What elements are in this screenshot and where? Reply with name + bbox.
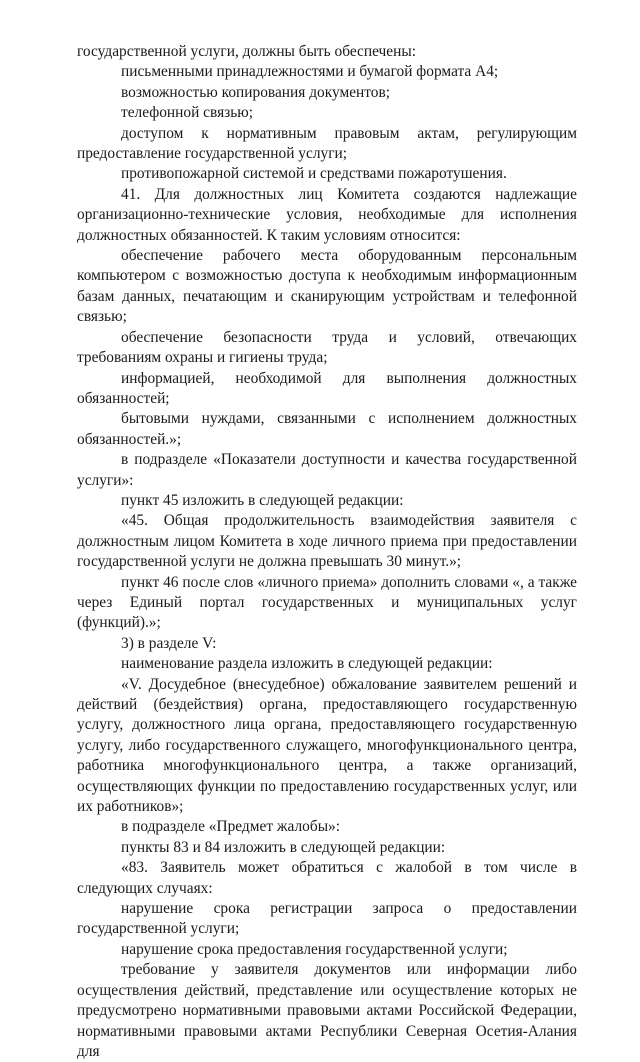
list-item-legal-acts: доступом к нормативным правовым актам, регулирующим предоставление государственной услуги; xyxy=(77,124,577,163)
instruction-clause-45: пункт 45 изложить в следующей редакции: xyxy=(121,491,404,509)
list-item-stationery: письменными принадлежностями и бумагой формата А4; xyxy=(121,63,499,81)
clause-83: «83. Заявитель может обратиться с жалобой в том числе в следующих случаях: xyxy=(77,859,577,897)
instruction-section-name: наименование раздела изложить в следующей редакции: xyxy=(121,655,493,673)
clause-41: 41. Для должностных лиц Комитета создаются надлежащие организационно-технические условия, необходимые для исполнения должностных обязанностей. К таким условиям относится: xyxy=(77,185,577,244)
section-v-heading: 3) в разделе V: xyxy=(121,634,217,652)
section-v-title: «V. Досудебное (внесудебное) обжалование заявителем решений и действий (бездействия) органа, предоставляющего государственную услугу, должностного лица органа, предоставляющего государственную услугу, либо государственного служащего, многофункционального центра, работника многофункционального центра, а также организаций, осуществляющих функции по предоставлению государственных услуг, или их работников»; xyxy=(77,675,577,816)
list-item-document-demand: требование у заявителя документов или информации либо осуществления действий, представление или осуществление которых не предусмотрено нормативными правовыми актами Российской Федерации, нормативными правовыми актами Республики Северная Осетия-Алания для xyxy=(77,961,577,1060)
document-page xyxy=(77,42,577,1062)
subsection-complaint: в подразделе «Предмет жалобы»: xyxy=(121,818,341,836)
list-item-workplace: обеспечение рабочего места оборудованным персональным компьютером с возможностью доступа к необходимым информационным базам данных, печатающим и сканирующим устройствам и телефонной связью; xyxy=(77,247,577,326)
list-item-term-violation: нарушение срока предоставления государственной услуги; xyxy=(121,940,508,958)
list-item-information: информацией, необходимой для выполнения должностных обязанностей; xyxy=(77,369,577,407)
list-item-registration-violation: нарушение срока регистрации запроса о предоставлении государственной услуги; xyxy=(77,900,577,938)
paragraph-continuation: государственной услуги, должны быть обеспечены: xyxy=(77,43,416,60)
list-item-labor-safety: обеспечение безопасности труда и условий, отвечающих требованиям охраны и гигиены труда; xyxy=(77,328,577,367)
list-item-fire-safety: противопожарной системой и средствами пожаротушения. xyxy=(121,165,507,183)
clause-45: «45. Общая продолжительность взаимодействия заявителя с должностным лицом Комитета в ходе личного приема при предоставлении государственной услуги не должна превышать 30 минут.»; xyxy=(77,512,577,571)
subsection-availability: в подразделе «Показатели доступности и качества государственной услуги»: xyxy=(77,451,577,489)
list-item-copying: возможностью копирования документов; xyxy=(121,83,391,101)
list-item-phone: телефонной связью; xyxy=(121,104,254,122)
instruction-clause-46: пункт 46 после слов «личного приема» дополнить словами «, а также через Единый портал государственных и муниципальных услуг (функций).»; xyxy=(77,573,577,632)
instruction-clauses-83-84: пункты 83 и 84 изложить в следующей редакции: xyxy=(121,838,446,856)
list-item-household: бытовыми нуждами, связанными с исполнением должностных обязанностей.»; xyxy=(77,410,577,448)
